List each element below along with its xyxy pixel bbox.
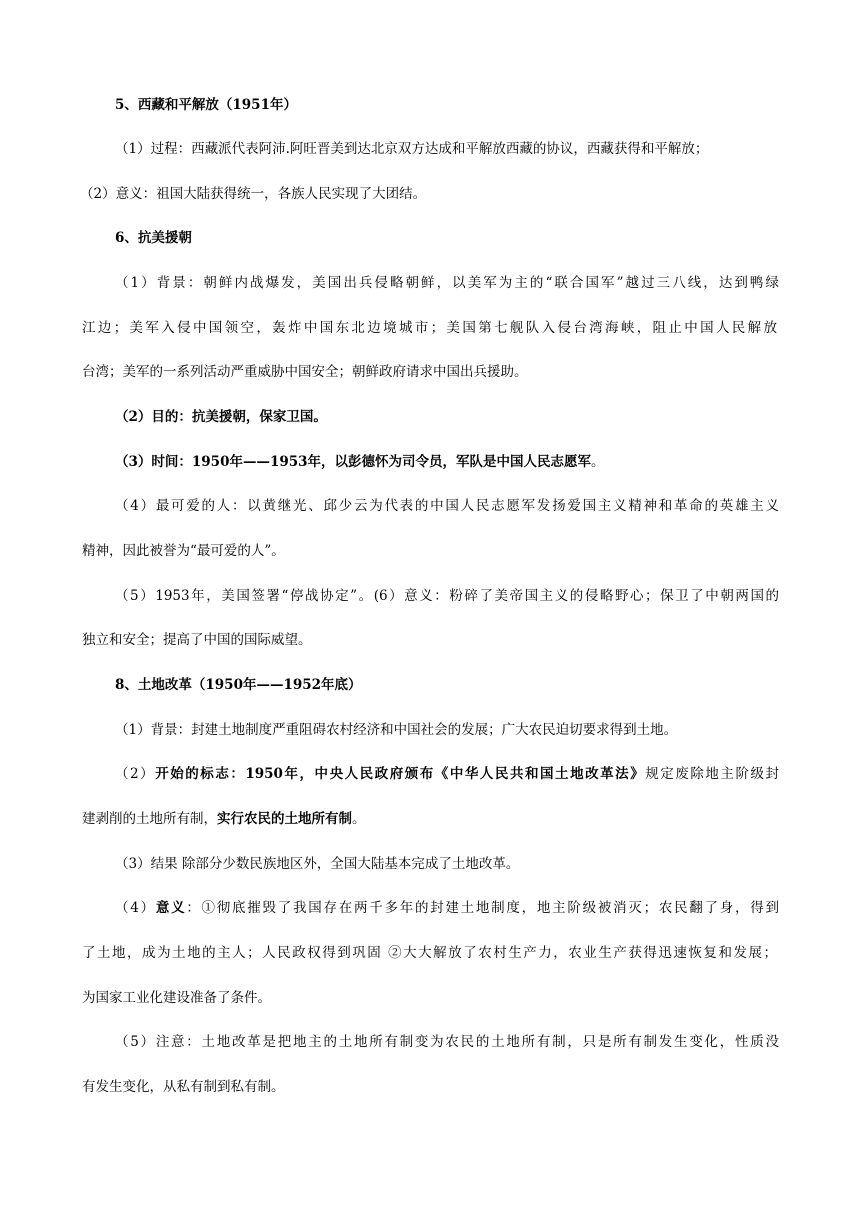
section-8-significance-line-1 (115, 898, 779, 918)
section-5-heading: 5、西藏和平解放（1951年） (115, 97, 297, 113)
section-6-background-line-1: （1）背景：朝鲜内战爆发，美国出兵侵略朝鲜，以美军为主的“联合国军”越过三八线，达到鸭绿 (115, 275, 779, 291)
section-6-heroes-line-1: （4）最可爱的人：以黄继光、邱少云为代表的中国人民志愿军发扬爱国主义精神和革命的英雄主义 (115, 498, 779, 514)
section-6-background-line-2: 江边；美军入侵中国领空，轰炸中国东北边境城市；美国第七舰队入侵台湾海峡，阻止中国人民解放 (82, 320, 777, 336)
section-5-process: （1）过程：西藏派代表阿沛.阿旺晋美到达北京双方达成和平解放西藏的协议，西藏获得和平解放； (115, 141, 709, 157)
section-6-heading: 6、抗美援朝 (115, 230, 192, 246)
section-6-background-line-3: 台湾；美军的一系列活动严重威胁中国安全；朝鲜政府请求中国出兵援助。 (82, 364, 528, 380)
section-8-start-line-2 (82, 809, 366, 829)
section-6-armistice-line-1: （5）1953年，美国签署“停战协定”。(6）意义：粉碎了美帝国主义的侵略野心；保卫了中朝两国的 (115, 588, 779, 604)
section-8-note-line-1: （5）注意：土地改革是把地主的土地所有制变为农民的土地所有制，只是所有制发生变化，性质没 (115, 1034, 779, 1050)
section-6-time (115, 452, 605, 472)
section-8-start-num: （2） (115, 766, 156, 782)
section-8-note-line-2: 有发生变化，从私有制到私有制。 (82, 1079, 285, 1095)
section-5-significance: （2）意义：祖国大陆获得统一，各族人民实现了大团结。 (80, 186, 427, 202)
section-8-background: （1）背景：封建土地制度严重阻碍农村经济和中国社会的发展；广大农民迫切要求得到土地。 (115, 722, 678, 738)
section-6-armistice-line-2: 独立和安全；提高了中国的国际威望。 (82, 632, 312, 648)
section-8-significance-line-2: 了土地，成为土地的主人；人民政权得到巩固 ②大大解放了农村生产力，农业生产获得迅速恢复和发展； (82, 945, 777, 961)
section-8-significance-rest: ：①彻底摧毁了我国存在两千多年的封建土地制度，地主阶级被消灭；农民翻了身，得到 (186, 900, 780, 916)
section-8-result: （3）结果 除部分少数民族地区外，全国大陆基本完成了土地改革。 (115, 856, 520, 872)
section-8-heading: 8、土地改革（1950年——1952年底） (115, 677, 362, 693)
section-6-time-end: 。 (591, 454, 605, 470)
section-8-start-rest: 规定废除地主阶级封 (645, 766, 780, 782)
section-8-start-line-2-a: 建剥削的土地所有制， (82, 811, 217, 827)
section-8-significance-bold: 意义 (155, 900, 187, 916)
section-6-heroes-line-2: 精神，因此被誉为“最可爱的人”。 (82, 543, 285, 559)
section-8-start-bold: 开始的标志：1950年，中央人民政府颁布《中华人民共和国土地改革法》 (155, 766, 646, 782)
section-8-start-line-1 (115, 764, 779, 784)
section-6-time-bold: （3）时间：1950年——1953年，以彭德怀为司令员，军队是中国人民志愿军 (115, 454, 592, 470)
section-8-significance-num: （4） (115, 900, 156, 916)
section-8-start-line-2-bold: 实行农民的土地所有制 (217, 811, 352, 827)
section-6-purpose: （2）目的：抗美援朝，保家卫国。 (115, 409, 327, 425)
section-8-significance-line-3: 为国家工业化建设准备了条件。 (82, 990, 271, 1006)
section-8-start-line-2-end: 。 (352, 811, 366, 827)
